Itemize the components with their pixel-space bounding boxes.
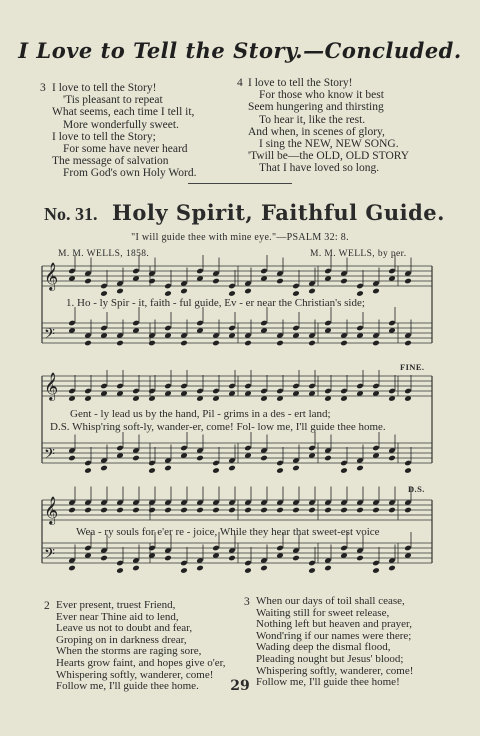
verse3-number: 3 [244,596,250,608]
verse-line: 'Tis pleasant to repeat [63,94,163,107]
note-head [100,290,108,297]
verse-line: Whispering softly, wanderer, come! [56,668,214,681]
verse-line: The message of salvation [52,155,169,168]
note-head [388,455,396,462]
note-head [276,467,284,474]
note-head [404,278,412,285]
verse-line: 'Twill be—the OLD, OLD STORY [248,150,410,163]
page-title: I Love to Tell the Story.—Concluded. [18,38,462,63]
note-head [292,507,300,514]
note-head [196,565,204,572]
note-head [340,507,348,514]
note-head [84,278,92,285]
verse-line: Follow me, I'll guide thee home! [256,676,400,689]
note-head [228,507,236,514]
note-head [132,565,140,572]
note-head [372,507,380,514]
verse-line: I sing the NEW, NEW SONG. [259,138,399,151]
verse-line: Leave us not to doubt and fear, [56,622,193,635]
note-head [164,555,172,562]
verse2-number: 2 [44,600,50,612]
bass-clef-icon: 𝄢 [44,326,55,346]
note-head [116,567,124,574]
note-head [404,467,412,474]
verse-line: For some have never heard [63,143,188,156]
note-head [292,555,300,562]
note-head [180,567,188,574]
note-head [340,278,348,285]
note-head [260,507,268,514]
music-credit: M. M. WELLS, by per. [310,249,407,259]
note-head [132,507,140,514]
note-head [260,455,268,462]
note-head [212,340,220,347]
note-head [84,340,92,347]
verse-line: Hearts grow faint, and hopes give o'er, [56,656,226,669]
prev-verse4-number: 4 [237,77,243,89]
lyric-line-system2: Gent - ly lead us by the hand, Pil - grims in a des - ert land; [70,408,331,420]
note-head [164,465,172,472]
note-head [276,507,284,514]
note-head [388,507,396,514]
note-head [308,567,316,574]
verse-line: Nothing left but heaven and prayer, [256,618,412,631]
note-head [180,340,188,347]
note-head [372,340,380,347]
note-head [308,507,316,514]
note-head [68,455,76,462]
page-number: 29 [230,678,250,694]
note-head [180,507,188,514]
treble-clef-icon: 𝄞 [44,262,59,290]
note-head [324,455,332,462]
note-head [244,288,252,295]
hymn-title: Holy Spirit, Faithful Guide. [112,200,445,225]
words-credit: M. M. WELLS, 1858. [58,249,150,259]
note-head [244,507,252,514]
verse-line: Wond'ring if our names were there; [256,629,412,642]
verse-line: I love to tell the Story! [52,82,157,94]
scripture-reference: "I will guide thee with mine eye."—PSALM 32: 8. [131,232,349,243]
verse-line: From God's own Holy Word. [63,167,197,180]
bass-clef-icon: 𝄢 [44,446,55,466]
note-head [116,507,124,514]
note-head [228,290,236,297]
note-head [292,290,300,297]
note-head [228,465,236,472]
lyric-line-system3: Wea - ry souls for e'er re - joice, While they hear that sweet-est voice [76,526,380,538]
note-head [356,290,364,297]
note-head [100,465,108,472]
verse-line: Whispering softly, wanderer, come! [256,664,414,677]
note-head [356,465,364,472]
verse-line: Pleading nought but Jesus' blood; [256,652,404,665]
note-head [324,565,332,572]
note-head [292,465,300,472]
note-head [116,340,124,347]
treble-clef-icon: 𝄞 [44,372,59,400]
note-head [372,288,380,295]
note-head [308,288,316,295]
note-head [228,555,236,562]
note-head [276,278,284,285]
note-head [244,567,252,574]
note-head [132,455,140,462]
verse-line: More wonderfully sweet. [63,118,179,131]
verse-line: For those who know it best [259,89,384,102]
fine-mark: FINE. [400,362,425,372]
note-head [308,340,316,347]
note-head [212,507,220,514]
verse-line: Wading deep the dismal flood, [256,641,391,654]
note-head [148,340,156,347]
note-head [180,288,188,295]
verse-line: To hear it, like the rest. [259,113,366,126]
note-head [84,507,92,514]
note-head [100,507,108,514]
note-head [116,288,124,295]
verse-line: Ever near Thine aid to lend, [56,610,179,623]
verse-line: I love to tell the Story! [248,77,353,89]
verse-line: Groping on in darkness drear, [56,633,187,646]
note-head [148,278,156,285]
note-head [356,507,364,514]
note-head [388,565,396,572]
note-head [340,340,348,347]
verse-line: When our days of toil shall cease, [256,595,405,607]
verse-line: What seems, each time I tell it, [52,106,195,119]
verse-line: Ever present, truest Friend, [56,599,176,611]
lyric-line-system2-ds: D.S. Whisp'ring soft-ly, wander-er, come! Fol- low me, I'll guide thee home. [50,421,386,433]
hymn-number: No. 31. [44,204,98,224]
note-head [148,467,156,474]
note-head [372,567,380,574]
note-head [164,507,172,514]
note-head [68,507,76,514]
note-head [212,467,220,474]
note-head [404,340,412,347]
treble-clef-icon: 𝄞 [44,496,59,524]
note-head [212,278,220,285]
note-head [84,467,92,474]
verse3 [256,596,413,689]
note-head [404,507,412,514]
verse-line: When the storms are raging sore, [56,645,202,658]
bass-clef-icon: 𝄢 [44,546,55,566]
note-head [164,290,172,297]
note-head [324,507,332,514]
note-head [196,455,204,462]
verse-line: Follow me, I'll guide thee home. [56,680,199,693]
note-head [244,340,252,347]
verse-line: That I have loved so long. [259,162,380,175]
note-head [100,555,108,562]
verse-line: Seem hungering and thirsting [248,101,384,114]
note-head [276,340,284,347]
note-head [148,507,156,514]
note-head [340,467,348,474]
note-head [356,555,364,562]
note-head [260,565,268,572]
note-head [196,507,204,514]
verse-line: And when, in scenes of glory, [248,125,385,138]
prev-verse3-number: 3 [40,82,46,94]
verse-line: Waiting still for sweet release, [256,606,390,619]
verse-line: I love to tell the Story; [52,130,156,143]
ds-mark: D.S. [408,484,425,494]
note-head [68,565,76,572]
lyric-line-system1: 1. Ho - ly Spir - it, faith - ful guide, Ev - er near the Christian's side; [66,297,365,309]
